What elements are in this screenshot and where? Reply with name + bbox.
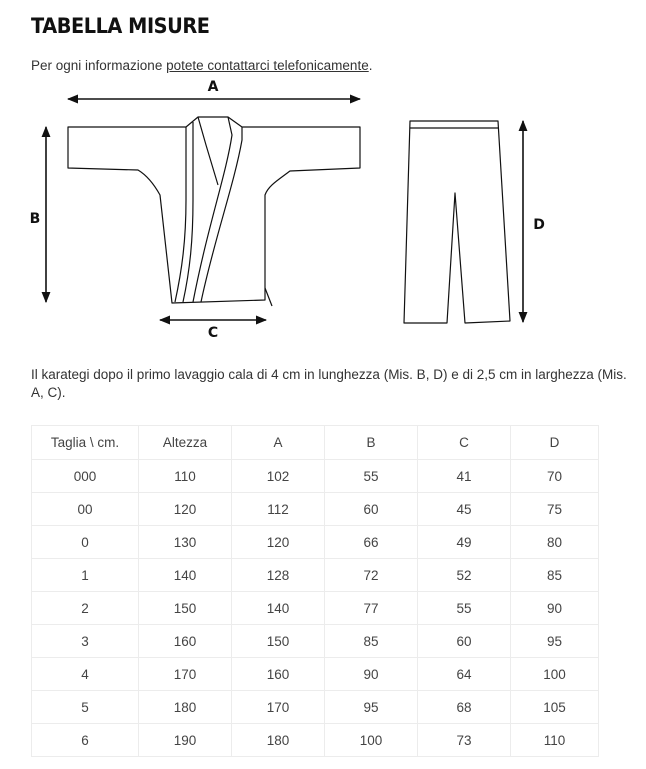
header-b: B xyxy=(325,426,418,460)
cell-c: 68 xyxy=(418,691,511,724)
info-suffix: . xyxy=(368,58,373,73)
header-d: D xyxy=(511,426,599,460)
cell-b: 95 xyxy=(325,691,418,724)
table-row xyxy=(32,724,599,757)
cell-c: 73 xyxy=(418,724,511,757)
header-c: C xyxy=(418,426,511,460)
cell-b: 85 xyxy=(325,625,418,658)
cell-b: 100 xyxy=(325,724,418,757)
size-table xyxy=(31,425,599,757)
header-altezza: Altezza xyxy=(139,426,232,460)
pants-illustration xyxy=(404,121,510,323)
cell-d: 105 xyxy=(511,691,599,724)
cell-a: 150 xyxy=(232,625,325,658)
cell-a: 112 xyxy=(232,493,325,526)
cell-d: 75 xyxy=(511,493,599,526)
cell-taglia: 3 xyxy=(32,625,139,658)
cell-d: 110 xyxy=(511,724,599,757)
cell-b: 90 xyxy=(325,658,418,691)
shrinkage-note: Il karategi dopo il primo lavaggio cala di 4 cm in lunghezza (Mis. B, D) e di 2,5 cm in larghezza (Mis. A, C). xyxy=(31,367,627,400)
cell-altezza: 180 xyxy=(139,691,232,724)
label-a: A xyxy=(207,79,219,95)
jacket-illustration xyxy=(68,117,360,306)
cell-altezza: 120 xyxy=(139,493,232,526)
label-b: B xyxy=(29,211,41,227)
header-a: A xyxy=(232,426,325,460)
cell-d: 100 xyxy=(511,658,599,691)
table-row xyxy=(32,592,599,625)
cell-b: 72 xyxy=(325,559,418,592)
cell-taglia: 4 xyxy=(32,658,139,691)
cell-a: 120 xyxy=(232,526,325,559)
cell-a: 180 xyxy=(232,724,325,757)
cell-c: 52 xyxy=(418,559,511,592)
contact-phone-link[interactable]: potete contattarci telefonicamente xyxy=(166,58,369,73)
cell-taglia: 2 xyxy=(32,592,139,625)
cell-c: 45 xyxy=(418,493,511,526)
cell-taglia: 6 xyxy=(32,724,139,757)
cell-b: 60 xyxy=(325,493,418,526)
header-taglia: Taglia \ cm. xyxy=(32,426,139,460)
table-row xyxy=(32,559,599,592)
info-prefix: Per ogni informazione xyxy=(31,58,167,73)
cell-taglia: 0 xyxy=(32,526,139,559)
cell-altezza: 130 xyxy=(139,526,232,559)
cell-d: 85 xyxy=(511,559,599,592)
cell-altezza: 170 xyxy=(139,658,232,691)
cell-d: 70 xyxy=(511,460,599,493)
info-text xyxy=(31,58,372,73)
table-header-row xyxy=(32,426,599,460)
cell-altezza: 110 xyxy=(139,460,232,493)
cell-c: 60 xyxy=(418,625,511,658)
cell-taglia: 1 xyxy=(32,559,139,592)
cell-altezza: 160 xyxy=(139,625,232,658)
cell-c: 55 xyxy=(418,592,511,625)
cell-altezza: 150 xyxy=(139,592,232,625)
cell-altezza: 140 xyxy=(139,559,232,592)
cell-taglia: 00 xyxy=(32,493,139,526)
cell-b: 66 xyxy=(325,526,418,559)
cell-a: 160 xyxy=(232,658,325,691)
page-title: TABELLA MISURE xyxy=(31,14,210,38)
cell-d: 80 xyxy=(511,526,599,559)
cell-b: 55 xyxy=(325,460,418,493)
cell-a: 170 xyxy=(232,691,325,724)
label-c: C xyxy=(207,325,219,341)
table-row xyxy=(32,493,599,526)
cell-c: 64 xyxy=(418,658,511,691)
cell-c: 49 xyxy=(418,526,511,559)
table-row xyxy=(32,625,599,658)
table-row xyxy=(32,691,599,724)
table-row xyxy=(32,658,599,691)
table-row xyxy=(32,460,599,493)
cell-altezza: 190 xyxy=(139,724,232,757)
label-d: D xyxy=(533,217,545,233)
cell-d: 90 xyxy=(511,592,599,625)
cell-d: 95 xyxy=(511,625,599,658)
cell-a: 102 xyxy=(232,460,325,493)
cell-b: 77 xyxy=(325,592,418,625)
cell-taglia: 000 xyxy=(32,460,139,493)
cell-c: 41 xyxy=(418,460,511,493)
cell-taglia: 5 xyxy=(32,691,139,724)
cell-a: 140 xyxy=(232,592,325,625)
cell-a: 128 xyxy=(232,559,325,592)
table-row xyxy=(32,526,599,559)
